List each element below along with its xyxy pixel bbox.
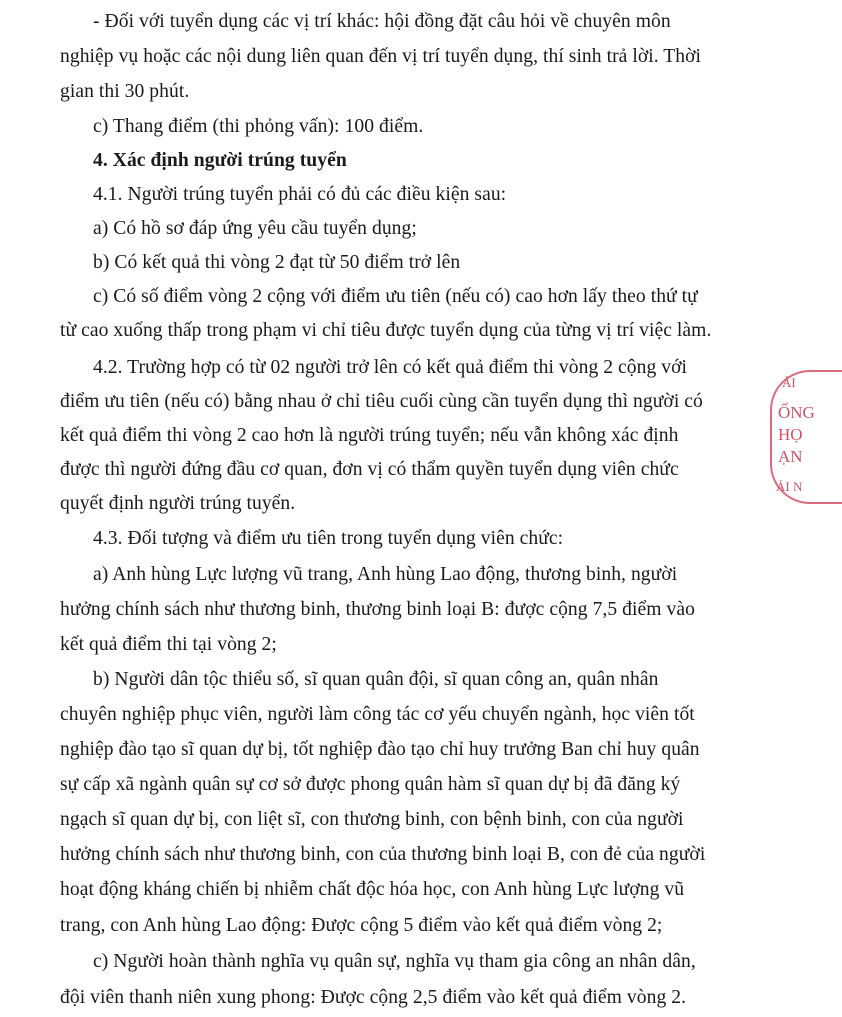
text-line: a) Có hồ sơ đáp ứng yêu cầu tuyển dụng; (93, 218, 417, 239)
text-line: a) Anh hùng Lực lượng vũ trang, Anh hùng Lao động, thương binh, người (93, 564, 678, 585)
text-line: sự cấp xã ngành quân sự cơ sở được phong quân hàm sĩ quan dự bị đã đăng ký (60, 774, 681, 795)
stamp-text: ỐNG (778, 403, 815, 422)
text-line: ngạch sĩ quan dự bị, con liệt sĩ, con thương binh, con bệnh binh, con của người (60, 809, 684, 830)
text-line: nghiệp đào tạo sĩ quan dự bị, tốt nghiệp đào tạo chỉ huy trưởng Ban chỉ huy quân (60, 739, 700, 760)
stamp-text: ẢI (782, 375, 796, 390)
text-line: c) Có số điểm vòng 2 cộng với điểm ưu tiên (nếu có) cao hơn lấy theo thứ tự (93, 286, 698, 307)
text-line: b) Người dân tộc thiểu số, sĩ quan quân đội, sĩ quan công an, quân nhân (93, 669, 659, 690)
text-line: gian thi 30 phút. (60, 81, 190, 102)
text-line: 4.1. Người trúng tuyển phải có đủ các điều kiện sau: (93, 184, 507, 205)
text-line: trang, con Anh hùng Lao động: Được cộng 5 điểm vào kết quả điểm vòng 2; (60, 915, 663, 936)
text-line: được thì người đứng đầu cơ quan, đơn vị có thẩm quyền tuyển dụng viên chức (60, 459, 679, 480)
stamp-text: ẢI N (776, 479, 803, 494)
text-line: từ cao xuống thấp trong phạm vi chỉ tiêu được tuyển dụng của từng vị trí việc làm. (60, 320, 712, 341)
text-line: quyết định người trúng tuyển. (60, 493, 296, 514)
text-line: c) Thang điểm (thi phỏng vấn): 100 điểm. (93, 116, 424, 137)
text-line: đội viên thanh niên xung phong: Được cộng 2,5 điểm vào kết quả điểm vòng 2. (60, 987, 687, 1008)
section-heading: 4. Xác định người trúng tuyển (93, 150, 347, 171)
text-line: kết quả điểm thi vòng 2 cao hơn là người trúng tuyển; nếu vẫn không xác định (60, 425, 679, 446)
text-line: hưởng chính sách như thương binh, con của thương binh loại B, con đẻ của người (60, 844, 706, 865)
text-line: c) Người hoàn thành nghĩa vụ quân sự, nghĩa vụ tham gia công an nhân dân, (93, 951, 696, 972)
stamp-text: HỌ (778, 425, 803, 444)
text-line: nghiệp vụ hoặc các nội dung liên quan đến vị trí tuyển dụng, thí sinh trả lời. Thời (60, 46, 702, 67)
text-line: điểm ưu tiên (nếu có) bằng nhau ở chỉ tiêu cuối cùng cần tuyển dụng thì người có (60, 391, 703, 412)
text-line: kết quả điểm thi tại vòng 2; (60, 634, 277, 655)
text-line: chuyên nghiệp phục viên, người làm công tác cơ yếu chuyển ngành, học viên tốt (60, 704, 695, 725)
red-stamp-fragment (762, 370, 822, 500)
stamp-text: ẠN (778, 447, 803, 466)
text-line: - Đối với tuyển dụng các vị trí khác: hội đồng đặt câu hỏi về chuyên môn (93, 11, 671, 32)
text-line: 4.3. Đối tượng và điểm ưu tiên trong tuyển dụng viên chức: (93, 528, 564, 549)
text-line: hoạt động kháng chiến bị nhiễm chất độc hóa học, con Anh hùng Lực lượng vũ (60, 879, 685, 900)
text-line: 4.2. Trường hợp có từ 02 người trở lên có kết quả điểm thi vòng 2 cộng với (93, 357, 688, 378)
text-line: b) Có kết quả thi vòng 2 đạt từ 50 điểm trở lên (93, 252, 461, 273)
text-line: hưởng chính sách như thương binh, thương binh loại B: được cộng 7,5 điểm vào (60, 599, 695, 620)
